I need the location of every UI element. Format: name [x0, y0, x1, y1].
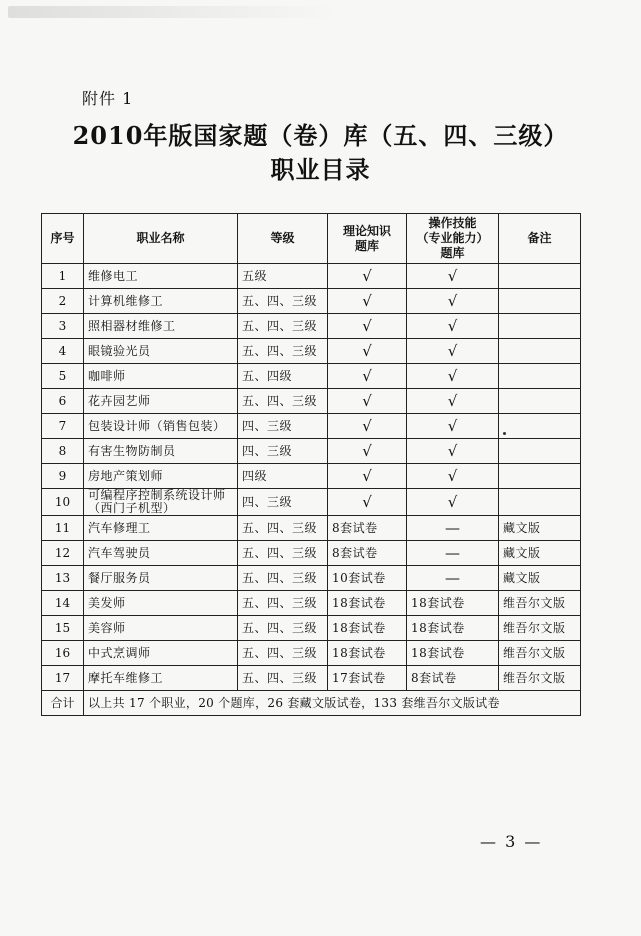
row-grade: 四、三级 [238, 414, 328, 439]
column-header-note: 备注 [499, 214, 581, 264]
row-index: 7 [42, 414, 84, 439]
row-grade: 五、四、三级 [238, 289, 328, 314]
row-occupation-name: 美容师 [84, 616, 238, 641]
row-index: 17 [42, 666, 84, 691]
row-skill: — [407, 566, 499, 591]
row-skill: √ [407, 339, 499, 364]
row-skill: √ [407, 464, 499, 489]
row-occupation-name: 美发师 [84, 591, 238, 616]
row-index: 2 [42, 289, 84, 314]
row-theory: √ [328, 364, 407, 389]
column-header-index: 序号 [42, 214, 84, 264]
row-theory: √ [328, 264, 407, 289]
row-note [499, 464, 581, 489]
table-row [42, 289, 581, 314]
row-theory: 18套试卷 [328, 616, 407, 641]
row-index: 10 [42, 489, 84, 516]
row-grade: 五、四、三级 [238, 591, 328, 616]
row-theory: 18套试卷 [328, 591, 407, 616]
table-row [42, 264, 581, 289]
row-index: 8 [42, 439, 84, 464]
row-theory: 18套试卷 [328, 641, 407, 666]
row-skill: √ [407, 289, 499, 314]
row-note [499, 364, 581, 389]
row-note [499, 264, 581, 289]
row-occupation-name: 照相器材维修工 [84, 314, 238, 339]
row-skill: 18套试卷 [407, 591, 499, 616]
column-header-name: 职业名称 [84, 214, 238, 264]
table-row [42, 414, 581, 439]
row-skill: — [407, 541, 499, 566]
row-theory: √ [328, 389, 407, 414]
table-summary-row [42, 691, 581, 716]
row-grade: 五、四、三级 [238, 339, 328, 364]
table-row [42, 439, 581, 464]
row-theory: √ [328, 414, 407, 439]
column-header-grade: 等级 [238, 214, 328, 264]
row-note [499, 489, 581, 516]
row-index: 14 [42, 591, 84, 616]
row-note: 维吾尔文版 [499, 616, 581, 641]
table-row [42, 566, 581, 591]
row-note: 维吾尔文版 [499, 591, 581, 616]
row-occupation-name: 眼镜验光员 [84, 339, 238, 364]
table-row [42, 541, 581, 566]
row-grade: 五、四级 [238, 364, 328, 389]
row-occupation-name: 包装设计师（销售包装） [84, 414, 238, 439]
row-index: 11 [42, 516, 84, 541]
row-grade: 五、四、三级 [238, 389, 328, 414]
row-note: 藏文版 [499, 566, 581, 591]
row-grade: 四级 [238, 464, 328, 489]
occupation-catalog-table [41, 213, 581, 716]
row-index: 6 [42, 389, 84, 414]
row-grade: 五、四、三级 [238, 616, 328, 641]
row-theory: 8套试卷 [328, 541, 407, 566]
table-row [42, 641, 581, 666]
table-row [42, 591, 581, 616]
row-theory: √ [328, 464, 407, 489]
row-skill: √ [407, 389, 499, 414]
row-occupation-name: 可编程序控制系统设计师（西门子机型） [84, 489, 238, 516]
row-index: 12 [42, 541, 84, 566]
table-row [42, 616, 581, 641]
row-occupation-name: 咖啡师 [84, 364, 238, 389]
table-row [42, 516, 581, 541]
row-grade: 五、四、三级 [238, 566, 328, 591]
scan-speck [503, 432, 506, 435]
row-index: 1 [42, 264, 84, 289]
row-skill: 8套试卷 [407, 666, 499, 691]
row-theory: 10套试卷 [328, 566, 407, 591]
table-row [42, 464, 581, 489]
row-theory: √ [328, 439, 407, 464]
row-grade: 五、四、三级 [238, 666, 328, 691]
summary-label: 合计 [42, 691, 84, 716]
row-theory: 8套试卷 [328, 516, 407, 541]
row-note: 维吾尔文版 [499, 666, 581, 691]
row-occupation-name: 餐厅服务员 [84, 566, 238, 591]
row-skill: √ [407, 489, 499, 516]
column-header-skill: 操作技能 （专业能力） 题库 [407, 214, 499, 264]
row-occupation-name: 计算机维修工 [84, 289, 238, 314]
row-index: 5 [42, 364, 84, 389]
row-theory: √ [328, 314, 407, 339]
row-occupation-name: 汽车修理工 [84, 516, 238, 541]
row-note: 维吾尔文版 [499, 641, 581, 666]
summary-text: 以上共 17 个职业，20 个题库，26 套藏文版试卷，133 套维吾尔文版试卷 [84, 691, 581, 716]
row-skill: √ [407, 364, 499, 389]
row-grade: 五、四、三级 [238, 641, 328, 666]
row-theory: √ [328, 339, 407, 364]
row-note [499, 389, 581, 414]
row-theory: √ [328, 289, 407, 314]
page-number: — 3 — [480, 832, 543, 851]
row-skill: √ [407, 439, 499, 464]
table-header-row [42, 214, 581, 264]
row-grade: 五级 [238, 264, 328, 289]
row-grade: 四、三级 [238, 439, 328, 464]
row-grade: 五、四、三级 [238, 516, 328, 541]
row-skill: — [407, 516, 499, 541]
row-grade: 五、四、三级 [238, 314, 328, 339]
row-skill: √ [407, 414, 499, 439]
attachment-label: 附件 1 [82, 89, 134, 108]
table-row [42, 666, 581, 691]
row-note: 藏文版 [499, 541, 581, 566]
row-theory: √ [328, 489, 407, 516]
row-grade: 五、四、三级 [238, 541, 328, 566]
row-index: 15 [42, 616, 84, 641]
row-occupation-name: 摩托车维修工 [84, 666, 238, 691]
row-index: 9 [42, 464, 84, 489]
row-skill: 18套试卷 [407, 616, 499, 641]
table-row [42, 489, 581, 516]
row-note [499, 289, 581, 314]
row-index: 16 [42, 641, 84, 666]
row-skill: 18套试卷 [407, 641, 499, 666]
document-subtitle: 职业目录 [270, 155, 371, 184]
table-row [42, 314, 581, 339]
row-occupation-name: 花卉园艺师 [84, 389, 238, 414]
column-header-theory: 理论知识 题库 [328, 214, 407, 264]
row-grade: 四、三级 [238, 489, 328, 516]
row-note [499, 414, 581, 439]
row-index: 13 [42, 566, 84, 591]
row-note [499, 339, 581, 364]
document-title: 2010年版国家题（卷）库（五、四、三级） [72, 121, 569, 150]
table-row [42, 364, 581, 389]
row-occupation-name: 房地产策划师 [84, 464, 238, 489]
row-index: 4 [42, 339, 84, 364]
row-note [499, 439, 581, 464]
row-skill: √ [407, 264, 499, 289]
row-occupation-name: 维修电工 [84, 264, 238, 289]
table-row [42, 389, 581, 414]
row-occupation-name: 汽车驾驶员 [84, 541, 238, 566]
table-row [42, 339, 581, 364]
row-occupation-name: 中式烹调师 [84, 641, 238, 666]
row-note [499, 314, 581, 339]
row-occupation-name: 有害生物防制员 [84, 439, 238, 464]
row-theory: 17套试卷 [328, 666, 407, 691]
scan-header-smudge [8, 6, 338, 18]
row-index: 3 [42, 314, 84, 339]
row-note: 藏文版 [499, 516, 581, 541]
row-skill: √ [407, 314, 499, 339]
